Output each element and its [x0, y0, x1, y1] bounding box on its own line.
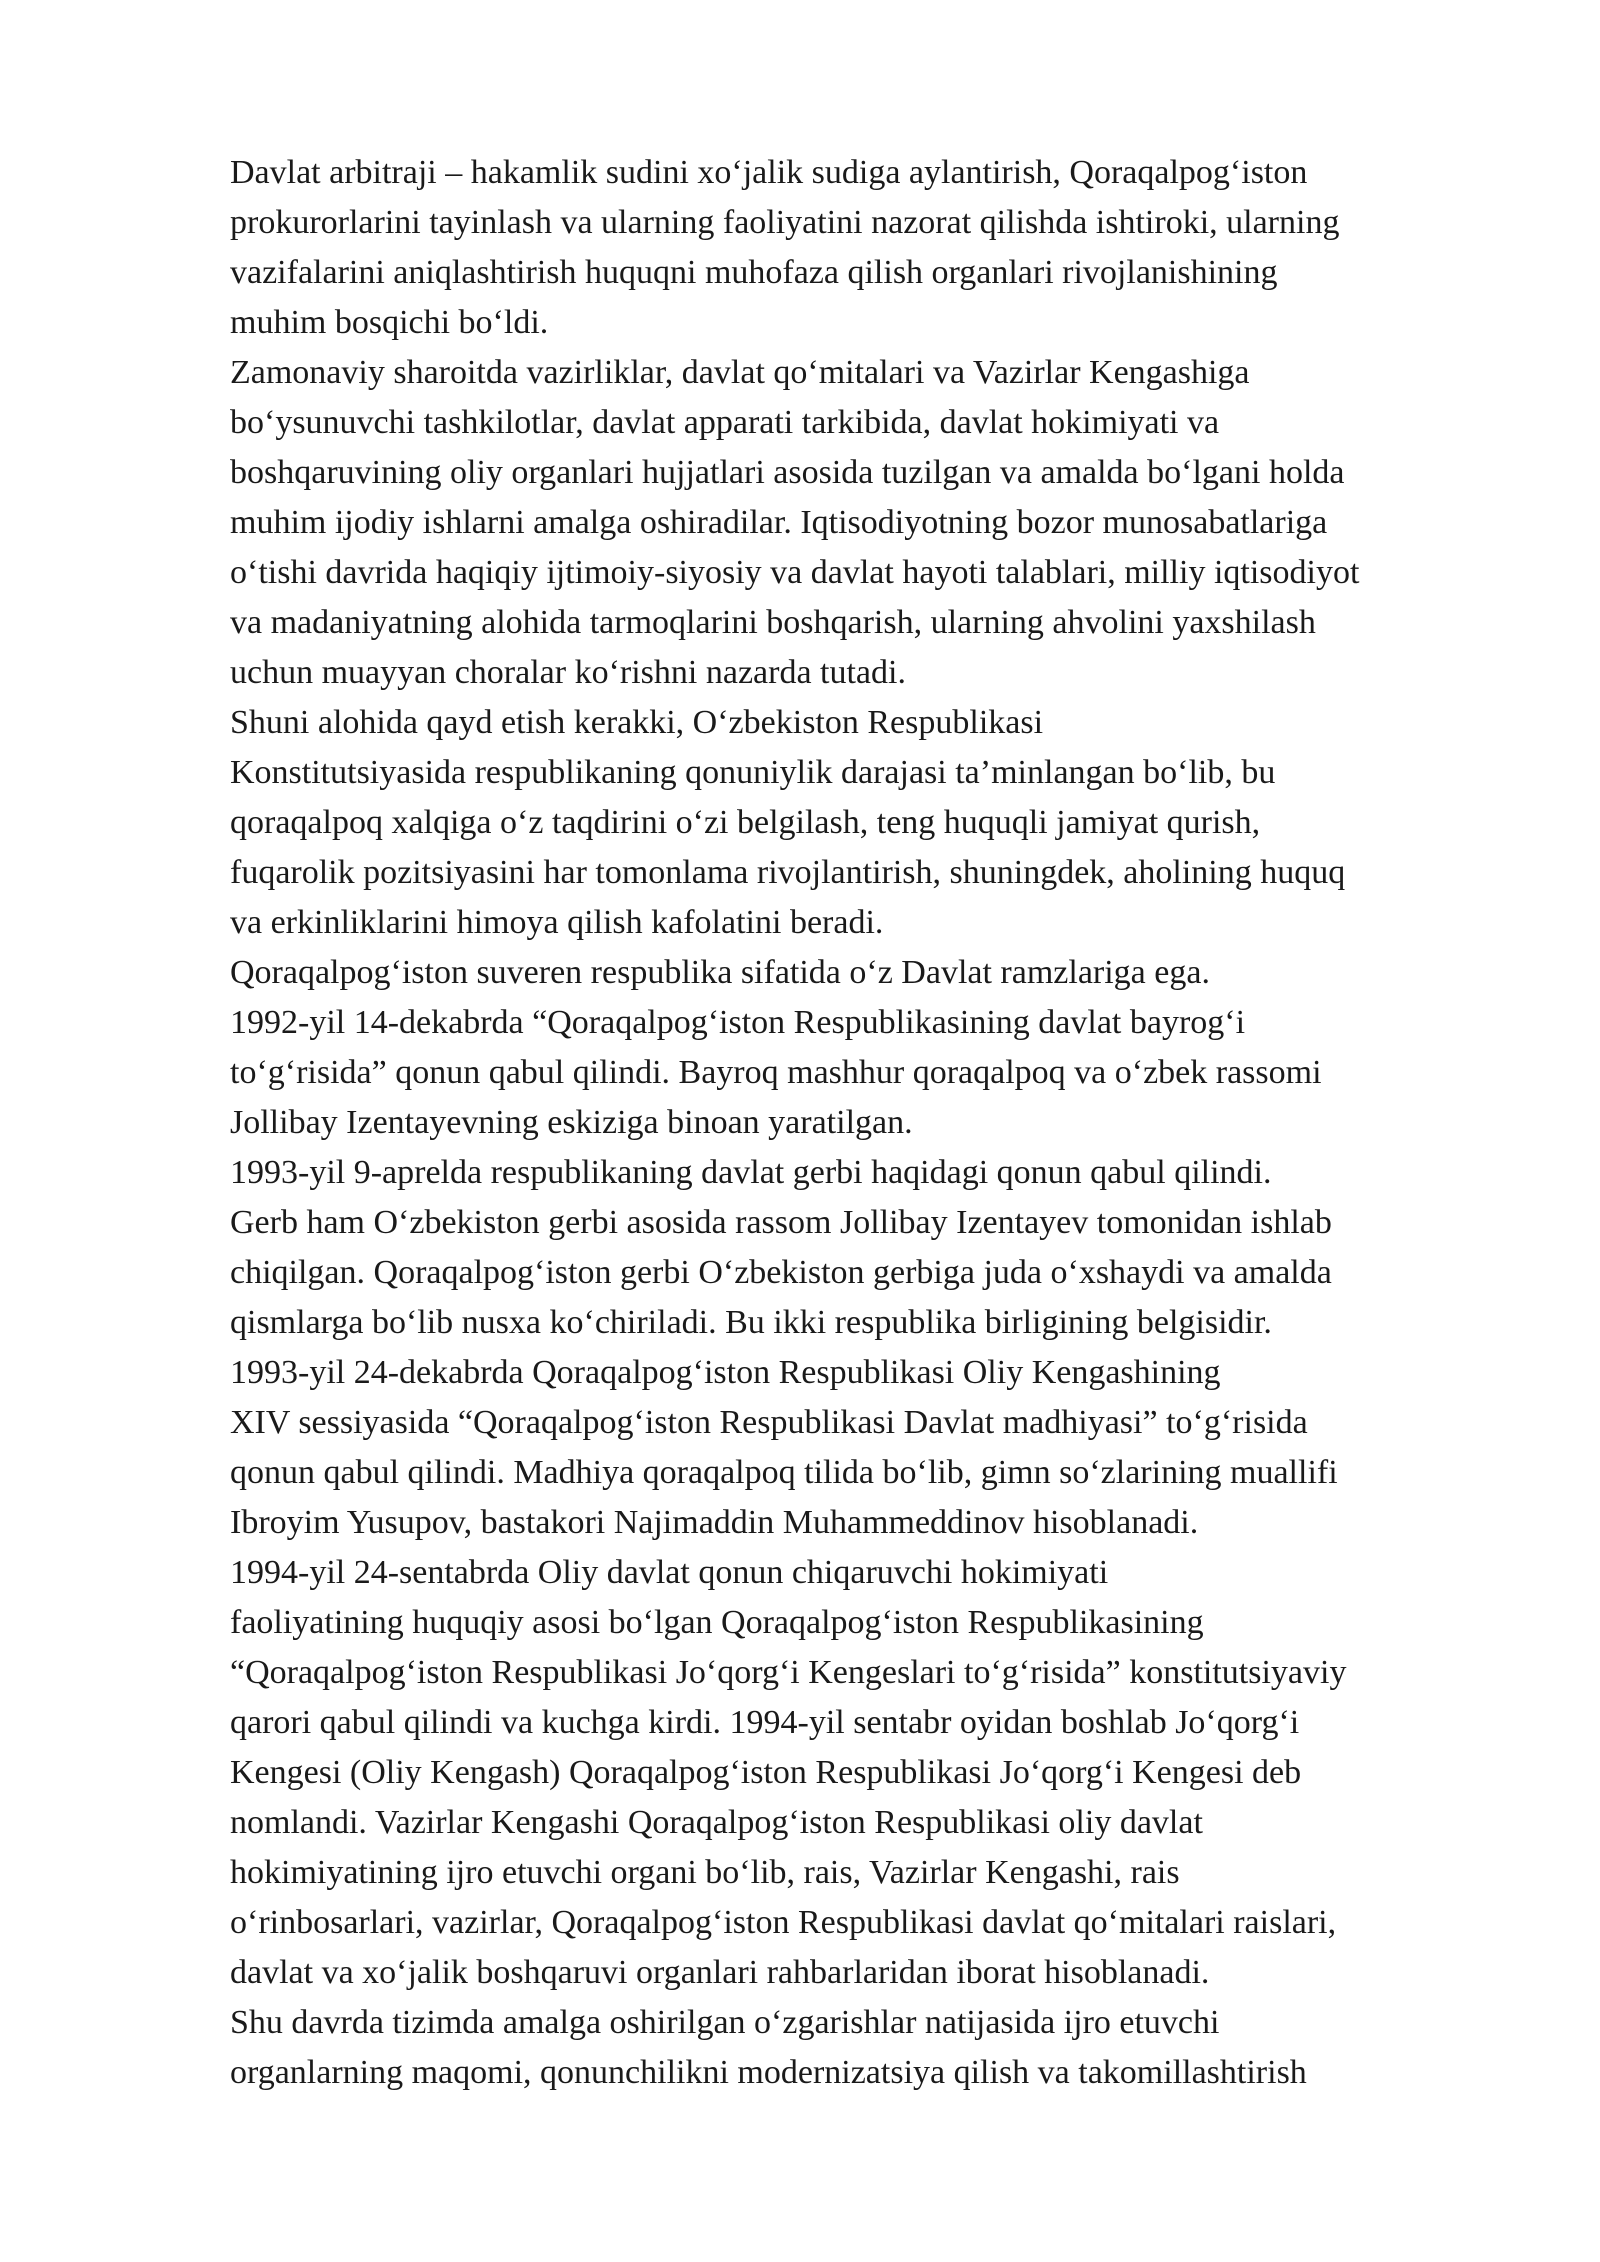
text-line: prokurorlarini tayinlash va ularning faoliyatini nazorat qilishda ishtiroki, ularning [230, 204, 1340, 241]
text-line: 1994-yil 24-sentabrda Oliy davlat qonun chiqaruvchi hokimiyati [230, 1554, 1109, 1591]
text-line: nomlandi. Vazirlar Kengashi Qoraqalpog‘iston Respublikasi oliy davlat [230, 1804, 1203, 1841]
text-line: Kengesi (Oliy Kengash) Qoraqalpog‘iston Respublikasi Jo‘qorg‘i Kengesi deb [230, 1754, 1302, 1791]
text-line: qarori qabul qilindi va kuchga kirdi. 1994-yil sentabr oyidan boshlab Jo‘qorg‘i [230, 1704, 1300, 1741]
text-line: qismlarga bo‘lib nusxa ko‘chiriladi. Bu ikki respublika birligining belgisidir. [230, 1304, 1272, 1341]
text-line: davlat va xo‘jalik boshqaruvi organlari rahbarlaridan iborat hisoblanadi. [230, 1954, 1210, 1991]
text-line: organlarning maqomi, qonunchilikni modernizatsiya qilish va takomillashtirish [230, 2054, 1307, 2091]
text-line: muhim ijodiy ishlarni amalga oshiradilar. Iqtisodiyotning bozor munosabatlariga [230, 504, 1328, 541]
text-line: o‘rinbosarlari, vazirlar, Qoraqalpog‘iston Respublikasi davlat qo‘mitalari raislari, [230, 1904, 1337, 1941]
text-line: Shu davrda tizimda amalga oshirilgan o‘zgarishlar natijasida ijro etuvchi [230, 2004, 1220, 2041]
text-line: va erkinliklarini himoya qilish kafolatini beradi. [230, 904, 884, 941]
text-line: qoraqalpoq xalqiga o‘z taqdirini o‘zi belgilash, teng huquqli jamiyat qurish, [230, 804, 1261, 841]
text-line: bo‘ysunuvchi tashkilotlar, davlat apparati tarkibida, davlat hokimiyati va [230, 404, 1220, 441]
text-line: 1993-yil 9-aprelda respublikaning davlat gerbi haqidagi qonun qabul qilindi. [230, 1154, 1272, 1191]
text-line: Jollibay Izentayevning eskiziga binoan yaratilgan. [230, 1104, 913, 1141]
text-line: XIV sessiyasida “Qoraqalpog‘iston Respublikasi Davlat madhiyasi” to‘g‘risida [230, 1404, 1308, 1441]
text-line: uchun muayyan choralar ko‘rishni nazarda tutadi. [230, 654, 906, 691]
text-line: “Qoraqalpog‘iston Respublikasi Jo‘qorg‘i Kengeslari to‘g‘risida” konstitutsiyaviy [230, 1654, 1347, 1691]
text-line: Gerb ham O‘zbekiston gerbi asosida rassom Jollibay Izentayev tomonidan ishlab [230, 1204, 1332, 1241]
text-line: muhim bosqichi bo‘ldi. [230, 304, 549, 341]
text-line: to‘g‘risida” qonun qabul qilindi. Bayroq mashhur qoraqalpoq va o‘zbek rassomi [230, 1054, 1322, 1091]
text-line: chiqilgan. Qoraqalpog‘iston gerbi O‘zbekiston gerbiga juda o‘xshaydi va amalda [230, 1254, 1332, 1291]
text-line: Davlat arbitraji – hakamlik sudini xo‘jalik sudiga aylantirish, Qoraqalpog‘iston [230, 154, 1308, 191]
text-line: qonun qabul qilindi. Madhiya qoraqalpoq tilida bo‘lib, gimn so‘zlarining muallifi [230, 1454, 1338, 1491]
text-line: vazifalarini aniqlashtirish huquqni muhofaza qilish organlari rivojlanishining [230, 254, 1278, 291]
text-line: o‘tishi davrida haqiqiy ijtimoiy-siyosiy va davlat hayoti talablari, milliy iqtisodiyot [230, 554, 1360, 591]
text-line: Shuni alohida qayd etish kerakki, O‘zbekiston Respublikasi [230, 704, 1044, 741]
text-line: boshqaruvining oliy organlari hujjatlari asosida tuzilgan va amalda bo‘lgani holda [230, 454, 1345, 491]
text-line: hokimiyatining ijro etuvchi organi bo‘lib, rais, Vazirlar Kengashi, rais [230, 1854, 1180, 1891]
text-line: Zamonaviy sharoitda vazirliklar, davlat qo‘mitalari va Vazirlar Kengashiga [230, 354, 1250, 391]
text-line: faoliyatining huquqiy asosi bo‘lgan Qoraqalpog‘iston Respublikasining [230, 1604, 1204, 1641]
text-line: va madaniyatning alohida tarmoqlarini boshqarish, ularning ahvolini yaxshilash [230, 604, 1316, 641]
text-line: Qoraqalpog‘iston suveren respublika sifatida o‘z Davlat ramzlariga ega. [230, 954, 1210, 991]
text-line: Konstitutsiyasida respublikaning qonuniylik darajasi ta’minlangan bo‘lib, bu [230, 754, 1276, 791]
text-line: fuqarolik pozitsiyasini har tomonlama rivojlantirish, shuningdek, aholining huquq [230, 854, 1346, 891]
text-line: 1993-yil 24-dekabrda Qoraqalpog‘iston Respublikasi Oliy Kengashining [230, 1354, 1221, 1391]
document-body-text [230, 148, 1510, 2098]
text-line: 1992-yil 14-dekabrda “Qoraqalpog‘iston Respublikasining davlat bayrog‘i [230, 1004, 1246, 1041]
text-line: Ibroyim Yusupov, bastakori Najimaddin Muhammeddinov hisoblanadi. [230, 1504, 1199, 1541]
